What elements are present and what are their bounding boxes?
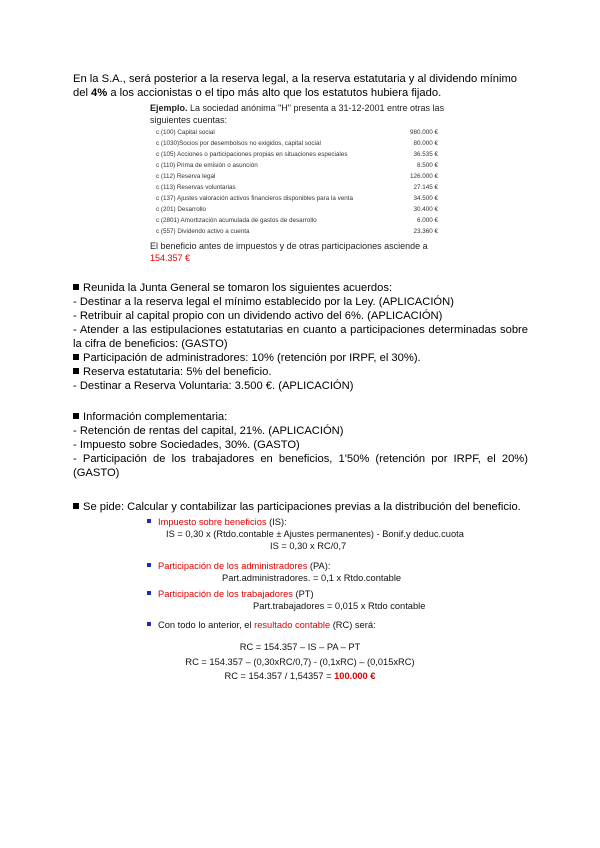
complementary-item: - Participación de los trabajadores en beneficios, 1'50% (retención por IRPF, el 20%) xyxy=(73,453,528,465)
square-bullet-icon xyxy=(73,503,79,509)
complementary-item-continued: (GASTO) xyxy=(73,467,120,479)
agreement-item-continued: la cifra de beneficios: (GASTO) xyxy=(73,338,228,350)
formula-tax-line-1: IS = 0,30 x (Rtdo.contable ± Ajustes permanentes) - Bonif.y deduc.cuota xyxy=(166,529,464,539)
blue-bullet-icon xyxy=(147,519,151,523)
agreement-item: - Retribuir al capital propio con un dividendo activo del 6%. (APLICACIÓN) xyxy=(73,310,443,322)
intro-line-2: del 4% a los accionistas o el tipo más alto que los estatutos hubiera fijado. xyxy=(73,87,442,99)
account-row: c (113) Reservas voluntarias 27.145 € xyxy=(156,184,438,191)
intro-line-1: En la S.A., será posterior a la reserva legal, a la reserva estatutaria y al dividendo mínimo xyxy=(73,73,517,85)
account-row: c (112) Reserva legal 126.000 € xyxy=(156,173,438,180)
account-row: c (100) Capital social 980.000 € xyxy=(156,129,438,136)
admin-participation: Participación de administradores: 10% (retención por IRPF, el 30%). xyxy=(83,352,421,364)
dividend-percent: 4% xyxy=(91,87,108,99)
complementary-section xyxy=(73,410,528,480)
agreements-title: Reunida la Junta General se tomaron los siguientes acuerdos: xyxy=(83,282,393,294)
account-row: c (137) Ajustes valoración activos financieros disponibles para la venta 34.500 € xyxy=(156,195,438,202)
formula-result-eq-2: RC = 154.357 – (0,30xRC/0,7) - (0,1xRC) – (0,015xRC) xyxy=(185,657,415,667)
formula-result-eq-1: RC = 154.357 – IS – PA – PT xyxy=(239,642,361,652)
complementary-title: Información complementaria: xyxy=(83,411,228,423)
formula-result-eq-3: RC = 154.357 / 1,54357 = 100.000 € xyxy=(224,671,376,681)
intro-paragraph xyxy=(73,72,528,100)
statutory-reserve: Reserva estatutaria: 5% del beneficio. xyxy=(83,366,272,378)
formula-tax-heading: Impuesto sobre beneficios (IS): xyxy=(147,516,287,528)
formula-admins-heading: Participación de los administradores (PA): xyxy=(147,560,330,572)
account-row: c (105) Acciones o participaciones propias en situaciones especiales 36.535 € xyxy=(156,151,438,158)
account-row: c (2801) Amortización acumulada de gastos de desarrollo 6.000 € xyxy=(156,217,438,224)
agreements-section xyxy=(73,281,528,393)
benefit-statement: El beneficio antes de impuestos y de otras participaciones asciende a 154.357 € xyxy=(150,240,450,264)
square-bullet-icon xyxy=(73,284,79,290)
account-row: c (110) Prima de emisión o asunción 8.500 € xyxy=(156,162,438,169)
formula-admins-line-1: Part.administradores. = 0,1 x Rtdo.contable xyxy=(222,573,402,583)
square-bullet-icon xyxy=(73,413,79,419)
voluntary-reserve: - Destinar a Reserva Voluntaria: 3.500 €. (APLICACIÓN) xyxy=(73,380,354,392)
account-row: c (557) Dividendo activo a cuenta 23.360 € xyxy=(156,228,438,235)
complementary-item: - Impuesto sobre Sociedades, 30%. (GASTO) xyxy=(73,439,300,451)
request-text: Se pide: Calcular y contabilizar las participaciones previas a la distribución del beneficio. xyxy=(83,501,521,513)
square-bullet-icon xyxy=(73,368,79,374)
blue-bullet-icon xyxy=(147,622,151,626)
formula-result-heading: Con todo lo anterior, el resultado contable (RC) será: xyxy=(147,619,376,631)
blue-bullet-icon xyxy=(147,591,151,595)
square-bullet-icon xyxy=(73,354,79,360)
agreement-item: - Destinar a la reserva legal el mínimo establecido por la Ley. (APLICACIÓN) xyxy=(73,296,454,308)
request-line xyxy=(73,500,528,514)
example-intro: Ejemplo. La sociedad anónima "H" presenta a 31-12-2001 entre otras las siguientes cuentas: xyxy=(150,103,445,125)
benefit-value: 154.357 € xyxy=(150,253,191,263)
blue-bullet-icon xyxy=(147,563,151,567)
account-row: c (201) Desarrollo 30.400 € xyxy=(156,206,438,213)
agreement-item: - Atender a las estipulaciones estatutarias en cuanto a participaciones determinadas sobre xyxy=(73,324,528,336)
account-row: c (1030)Socios por desembolsos no exigidos, capital social 80.000 € xyxy=(156,140,438,147)
example-label: Ejemplo. xyxy=(150,103,188,113)
formula-tax-line-2: IS = 0,30 x RC/0,7 xyxy=(270,541,347,551)
formula-workers-line-1: Part.trabajadores = 0,015 x Rtdo contable xyxy=(253,601,426,611)
complementary-item: - Retención de rentas del capital, 21%. (APLICACIÓN) xyxy=(73,425,344,437)
result-answer: 100.000 € xyxy=(334,671,376,681)
formula-workers-heading: Participación de los trabajadores (PT) xyxy=(147,588,314,600)
